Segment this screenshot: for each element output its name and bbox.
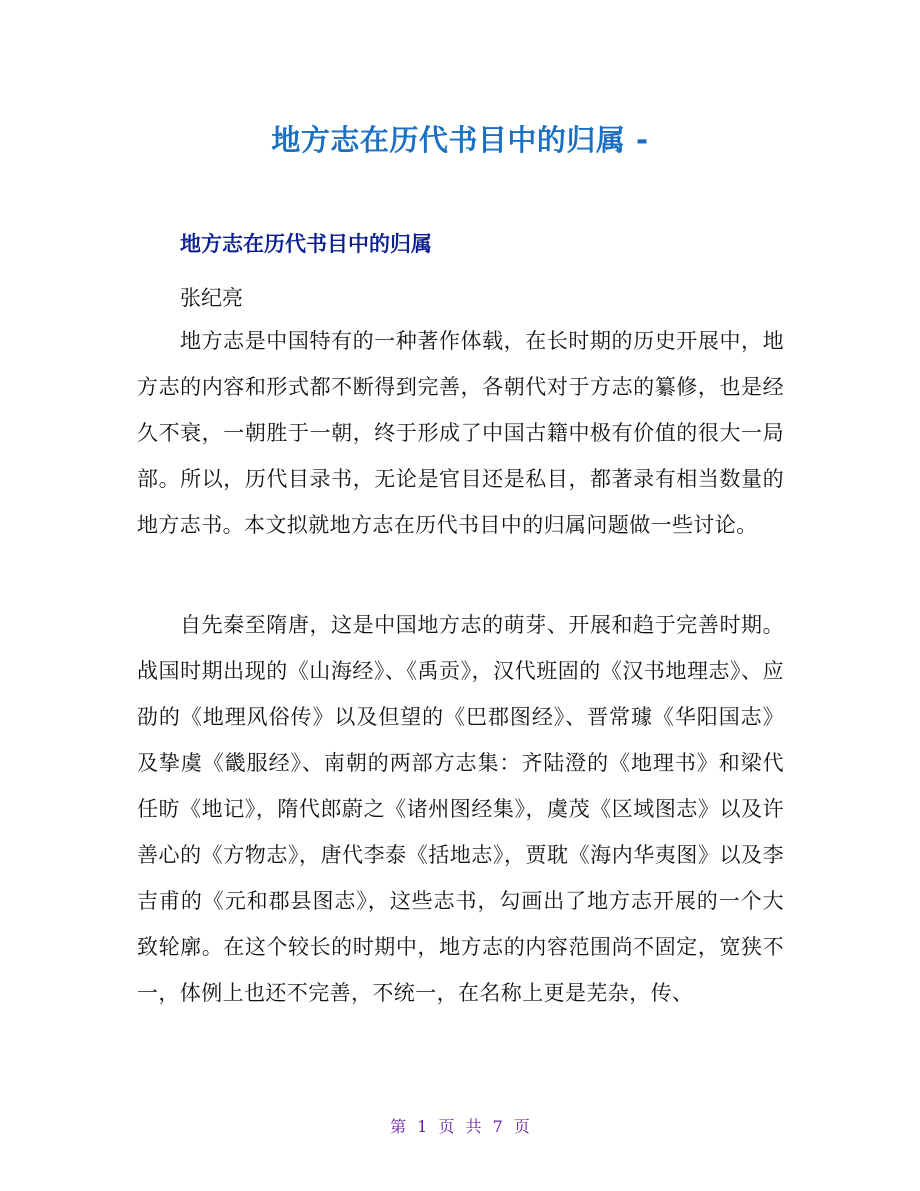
body-paragraph: 地方志是中国特有的一种著作体载，在长时期的历史开展中，地方志的内容和形式都不断得到完善，各朝代对于方志的纂修，也是经久不衰，一朝胜于一朝，终于形成了中国古籍中极有价值的很大一局部。所以，历代目录书，无论是官目还是私目，都著录有相当数量的地方志书。本文拟就地方志在历代书目中的归属问题做一些讨论。 bbox=[137, 329, 784, 537]
author-name: 张纪亮 bbox=[180, 286, 243, 310]
document-title: 地方志在历代书目中的归属 - bbox=[271, 123, 649, 157]
body-paragraph: 自先秦至隋唐，这是中国地方志的萌芽、开展和趋于完善时期。战国时期出现的《山海经》、《禹贡》，汉代班固的《汉书地理志》、应劭的《地理风俗传》以及但望的《巴郡图经》、晋常璩《华阳国志》及挚虞《畿服经》、南朝的两部方志集：齐陆澄的《地理书》和梁代任昉《地记》，隋代郎蔚之《诸州图经集》，虞茂《区域图志》以及许善心的《方物志》，唐代李泰《括地志》，贾耽《海内华夷图》以及李吉甫的《元和郡县图志》，这些志书，勾画出了地方志开展的一个大致轮廓。在这个较长的时期中，地方志的内容范围尚不固定，宽狭不一，体例上也还不完善，不统一，在名称上更是芜杂，传、 bbox=[137, 613, 784, 1005]
page-footer: 第 1 页 共 7 页 bbox=[390, 1117, 530, 1136]
article-heading: 地方志在历代书目中的归属 bbox=[180, 232, 432, 256]
